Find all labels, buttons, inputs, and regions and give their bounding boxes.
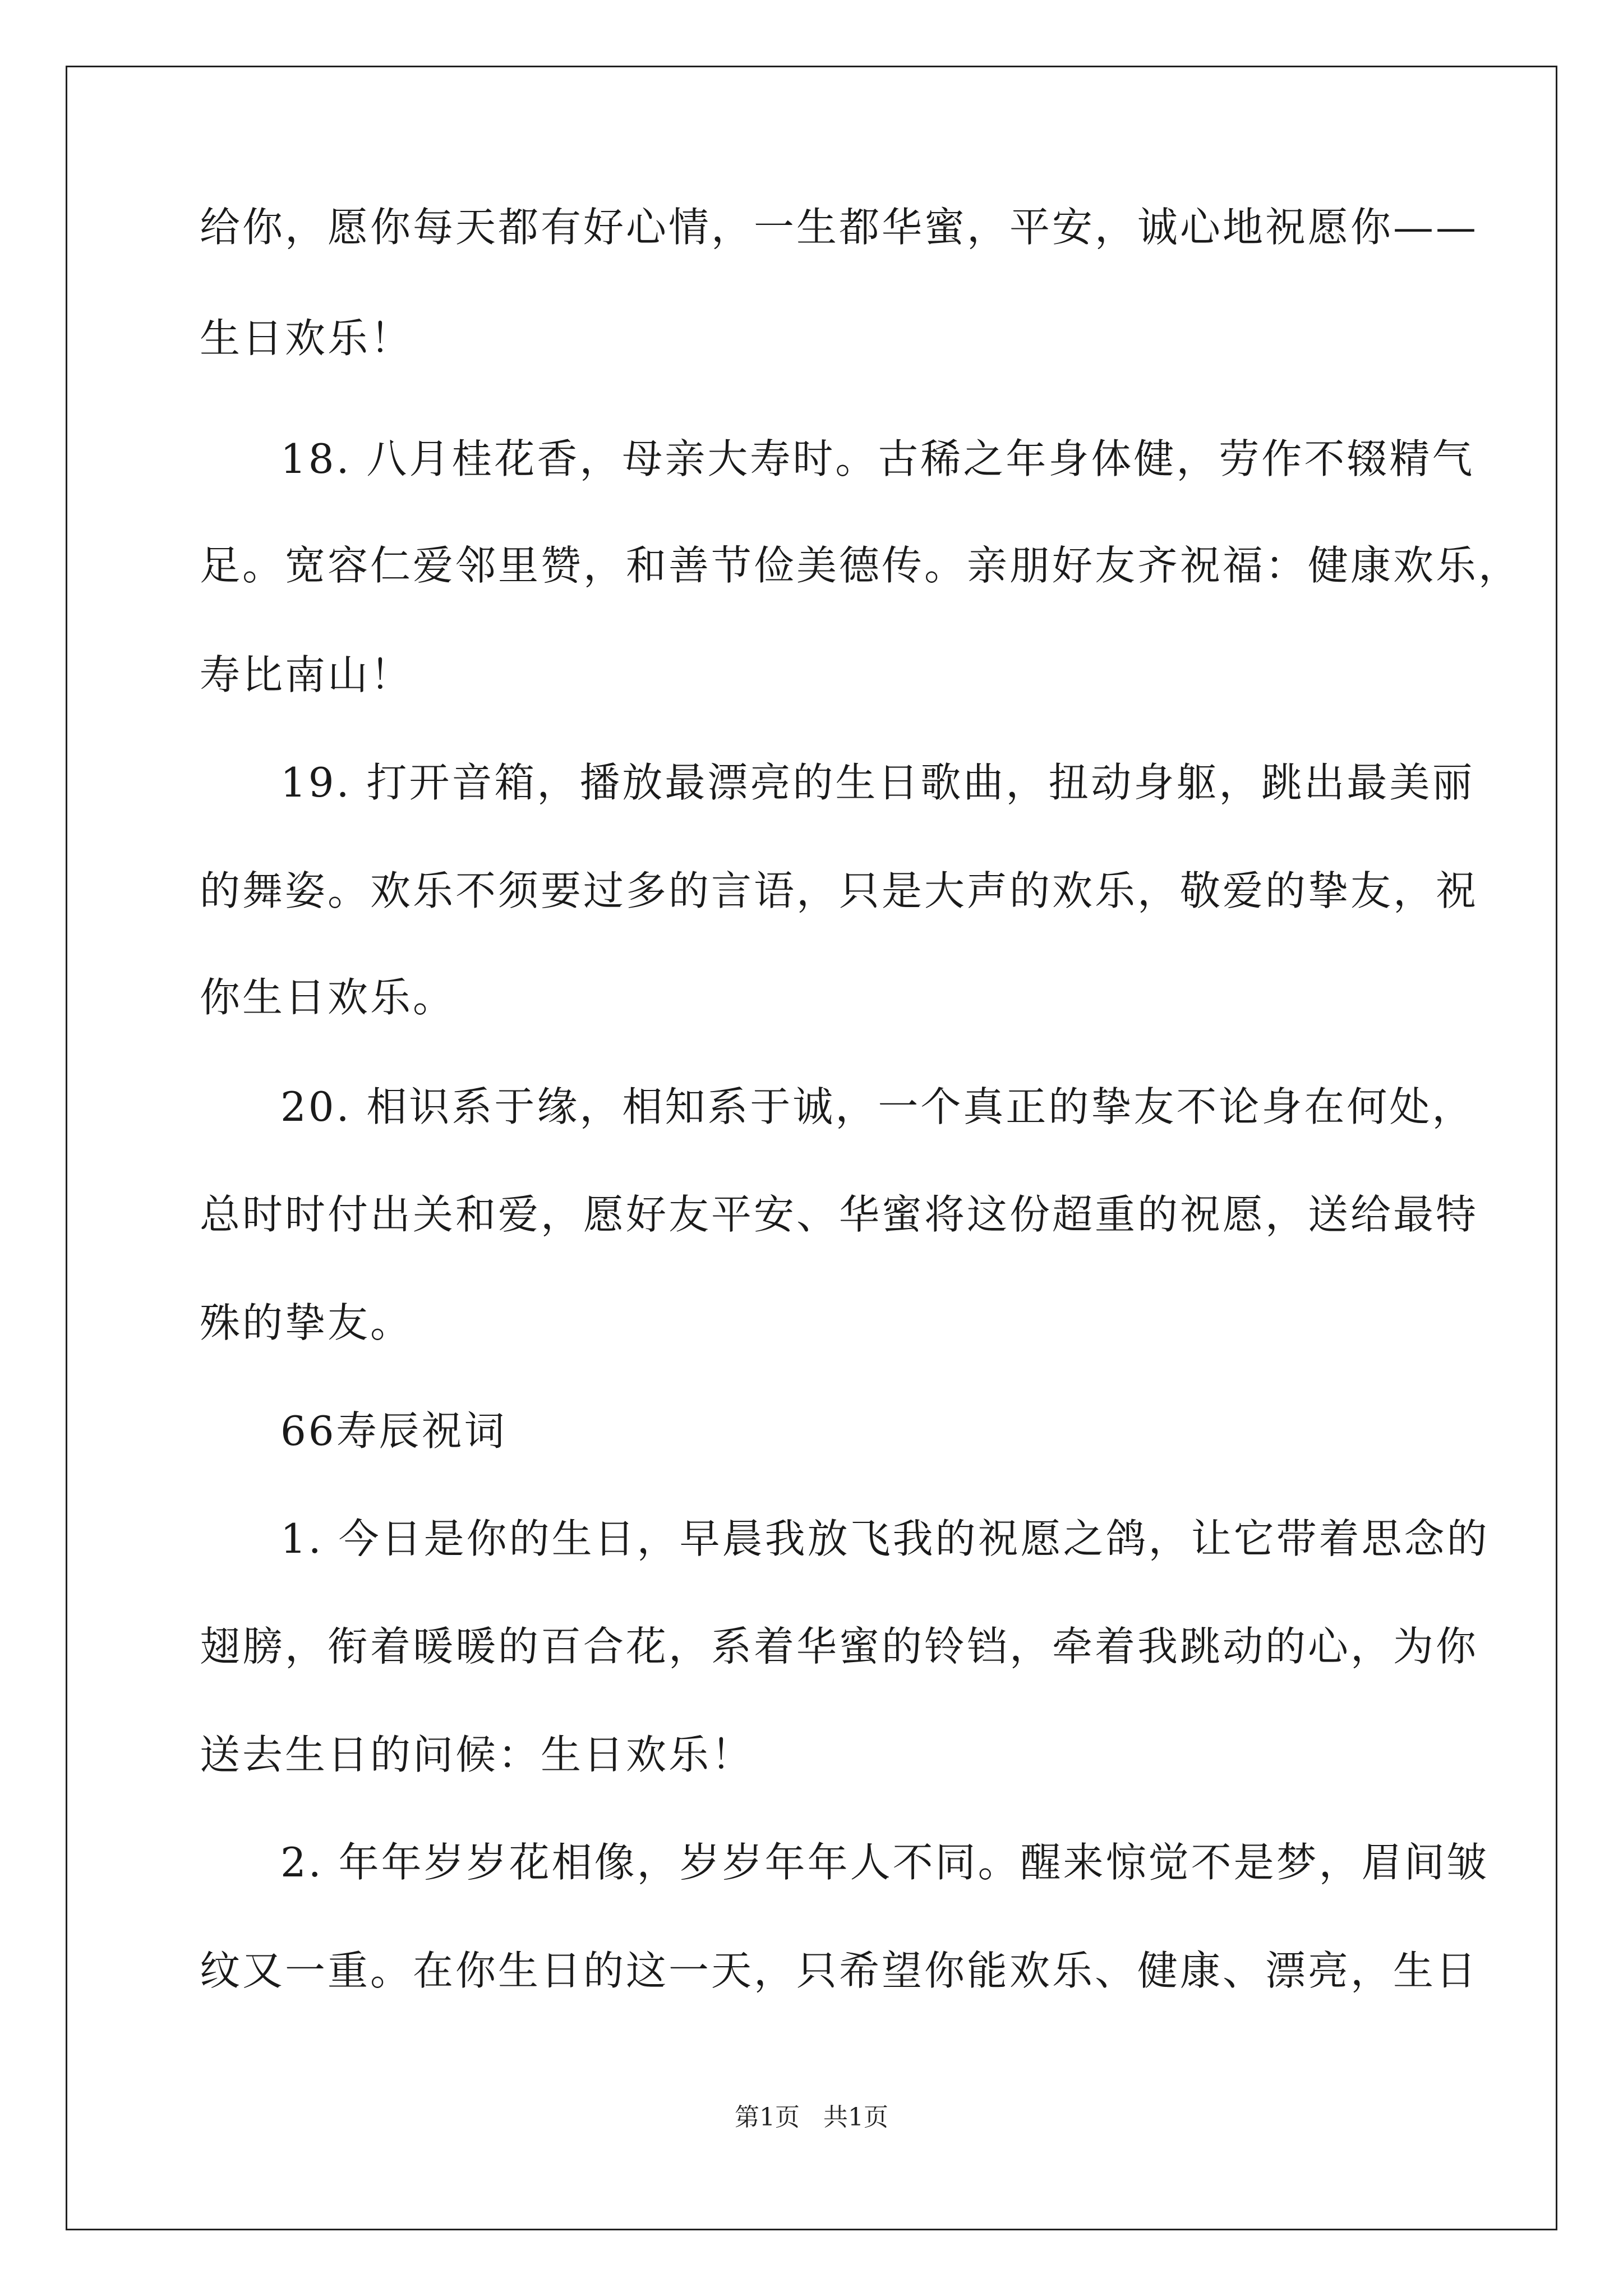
- paragraph-1-start: 1. 今日是你的生日，早晨我放飞我的祝愿之鸽，让它带着思念的: [280, 1515, 1490, 1562]
- page-border: [66, 66, 1557, 2230]
- paragraph-2-start: 2. 年年岁岁花相像，岁岁年年人不同。醒来惊觉不是梦，眉间皱: [280, 1839, 1490, 1886]
- paragraph-20-start: 20. 相识系于缘，相知系于诚，一个真正的挚友不论身在何处，: [280, 1083, 1475, 1130]
- text-line: 生日欢乐！: [200, 315, 413, 362]
- text-line: 你生日欢乐。: [200, 974, 456, 1021]
- text-line: 翅膀，衔着暖暖的百合花，系着华蜜的铃铛，牵着我跳动的心，为你: [200, 1623, 1479, 1670]
- text-line: 给你，愿你每天都有好心情，一生都华蜜，平安，诚心地祝愿你——: [200, 204, 1479, 251]
- page-footer: 第1页 共1页: [735, 2103, 888, 2132]
- paragraph-19-start: 19. 打开音箱，播放最漂亮的生日歌曲，扭动身躯，跳出最美丽: [280, 759, 1475, 806]
- text-line: 足。宽容仁爱邻里赞，和善节俭美德传。亲朋好友齐祝福：健康欢乐，: [200, 542, 1521, 589]
- paragraph-18-start: 18. 八月桂花香，母亲大寿时。古稀之年身体健，劳作不辍精气: [280, 435, 1475, 482]
- text-line: 的舞姿。欢乐不须要过多的言语，只是大声的欢乐，敬爱的挚友，祝: [200, 867, 1479, 914]
- text-line: 殊的挚友。: [200, 1299, 413, 1346]
- section-heading: 66寿辰祝词: [280, 1407, 507, 1455]
- text-line: 纹又一重。在你生日的这一天，只希望你能欢乐、健康、漂亮，生日: [200, 1947, 1479, 1994]
- text-line: 总时时付出关和爱，愿好友平安、华蜜将这份超重的祝愿，送给最特: [200, 1191, 1479, 1238]
- text-line: 寿比南山！: [200, 651, 413, 698]
- text-line: 送去生日的问候：生日欢乐！: [200, 1731, 754, 1778]
